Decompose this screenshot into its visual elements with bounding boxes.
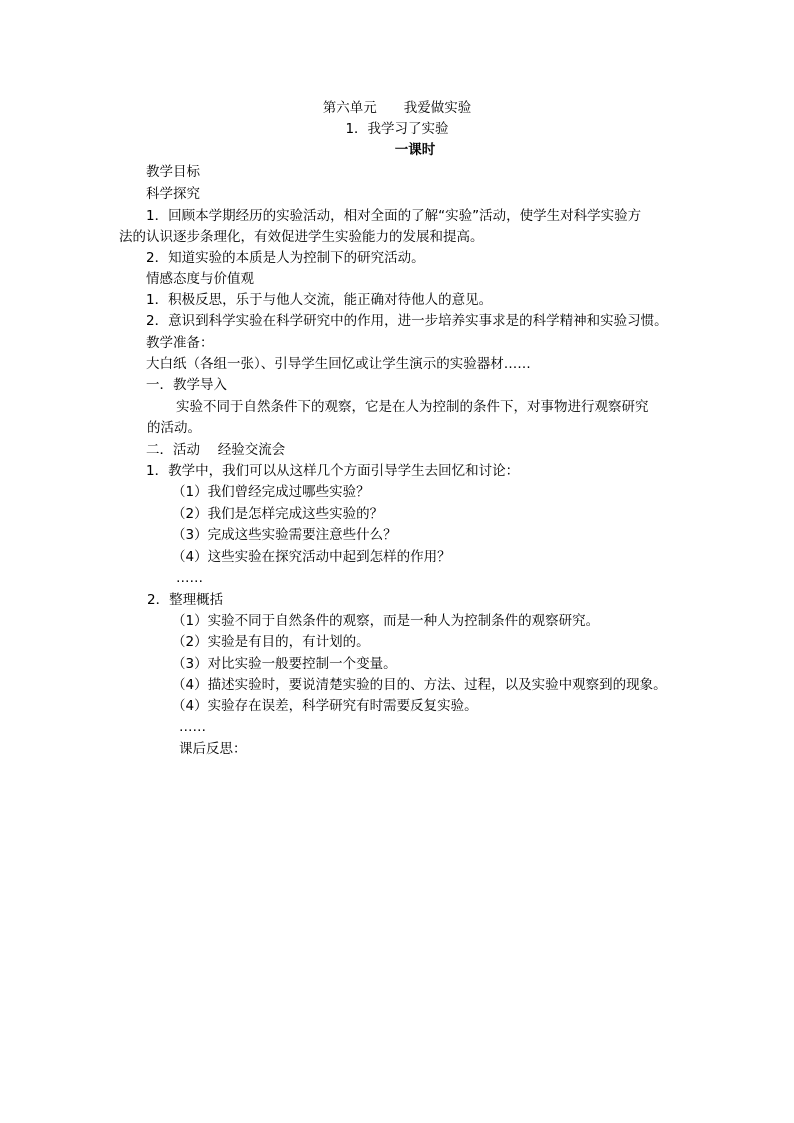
reflection-label: 课后反思： [179, 741, 247, 757]
emotion-item-1: 1．积极反思，乐于与他人交流，能正确对待他人的意见。 [146, 292, 493, 308]
question-item: （2）我们是怎样完成这些实验的？ [172, 506, 384, 522]
science-heading: 科学探究 [146, 186, 200, 202]
intro-text-cont: 的活动。 [147, 420, 201, 436]
preparation-heading: 教学准备： [146, 335, 214, 351]
activity-heading: 二．活动 经验交流会 [146, 442, 286, 458]
science-item-1: 1．回顾本学期经历的实验活动，相对全面的了解“实验”活动，使学生对科学实验方 [146, 208, 642, 224]
period-title: 一课时 [394, 142, 436, 158]
lesson-title: 1．我学习了实验 [345, 121, 449, 137]
emotion-heading: 情感态度与价值观 [146, 271, 254, 287]
preparation-content: 大白纸（各组一张）、引导学生回忆或让学生演示的实验器材…… [146, 356, 531, 372]
activity-step-2: 2．整理概括 [147, 592, 224, 608]
summary-item: （1）实验不同于自然条件的观察，而是一种人为控制条件的观察研究。 [172, 613, 600, 629]
science-item-2: 2．知道实验的本质是人为控制下的研究活动。 [146, 250, 425, 266]
summary-item: （2）实验是有目的，有计划的。 [172, 634, 370, 650]
intro-heading: 一．教学导入 [146, 377, 227, 393]
emotion-item-2: 2．意识到科学实验在科学研究中的作用，进一步培养实事求是的科学精神和实验习惯。 [146, 313, 668, 329]
unit-title: 第六单元 我爱做实验 [322, 100, 472, 116]
summary-item: （3）对比实验一般要控制一个变量。 [172, 656, 397, 672]
activity-step-1: 1．教学中，我们可以从这样几个方面引导学生去回忆和讨论： [146, 463, 520, 479]
science-item-1-cont: 法的认识逐步条理化，有效促进学生实验能力的发展和提高。 [119, 229, 484, 245]
intro-text: 实验不同于自然条件下的观察，它是在人为控制的条件下，对事物进行观察研究 [176, 399, 649, 415]
question-item: （1）我们曾经完成过哪些实验？ [172, 484, 370, 500]
summary-ellipsis: …… [179, 719, 206, 735]
questions-ellipsis: …… [176, 570, 203, 586]
question-item: （4）这些实验在探究活动中起到怎样的作用？ [172, 549, 451, 565]
question-item: （3）完成这些实验需要注意些什么？ [172, 527, 397, 543]
objectives-heading: 教学目标 [146, 164, 200, 180]
summary-item: （4）实验存在误差，科学研究有时需要反复实验。 [172, 698, 478, 714]
summary-item: （4）描述实验时，要说清楚实验的目的、方法、过程，以及实验中观察到的现象。 [172, 677, 667, 693]
